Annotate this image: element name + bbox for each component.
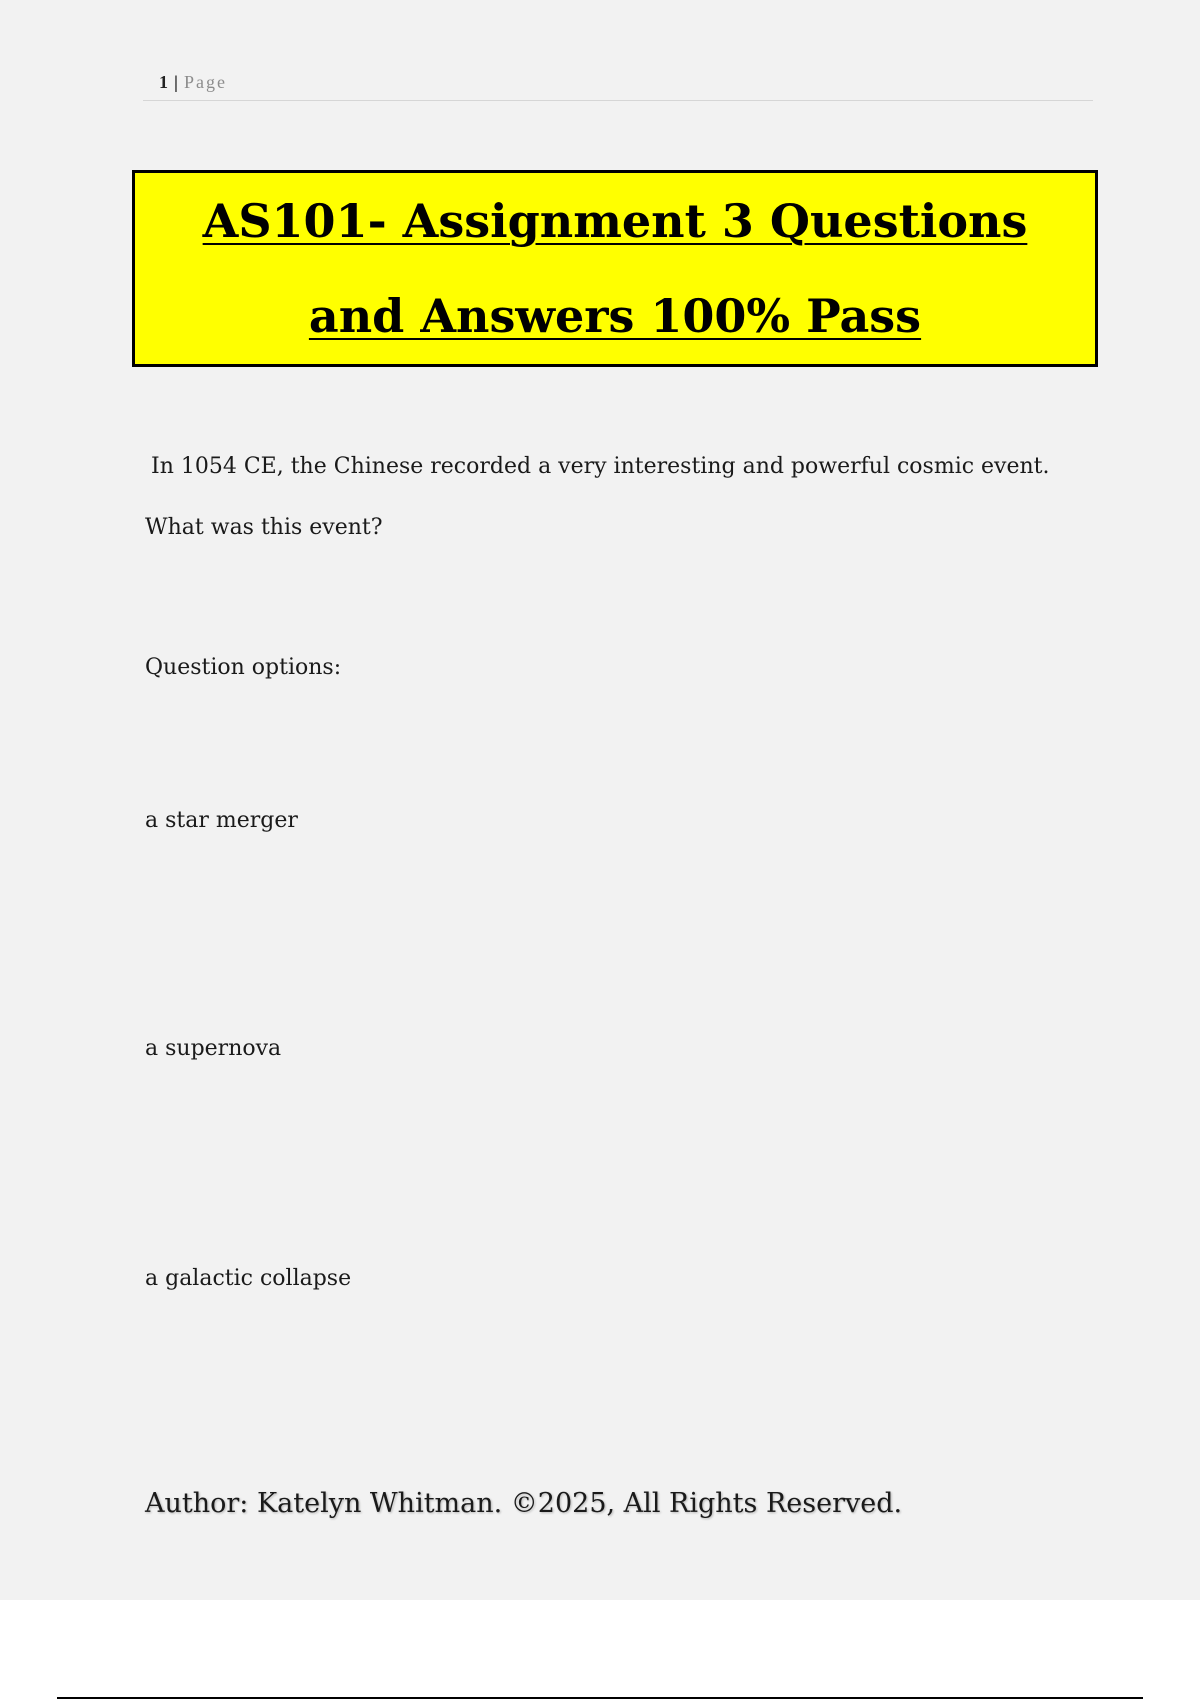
page-separator: | [174,72,180,92]
page-word: Page [183,72,227,92]
question-text: In 1054 CE, the Chinese recorded a very interesting and powerful cosmic event. What was this event? [145,454,1050,540]
page-number: 1 [159,72,170,92]
title-box [132,170,1098,367]
bottom-divider [57,1697,1143,1699]
option-supernova: a supernova [145,1036,282,1061]
page-header [143,72,1093,101]
option-galactic-collapse: a galactic collapse [145,1266,352,1291]
option-star-merger: a star merger [145,808,298,833]
document-title: AS101- Assignment 3 Questions and Answers 100% Pass [202,193,1028,343]
author-line: Author: Katelyn Whitman. ©2025, All Rights Reserved. [145,1488,903,1519]
options-label: Question options: [145,655,342,680]
